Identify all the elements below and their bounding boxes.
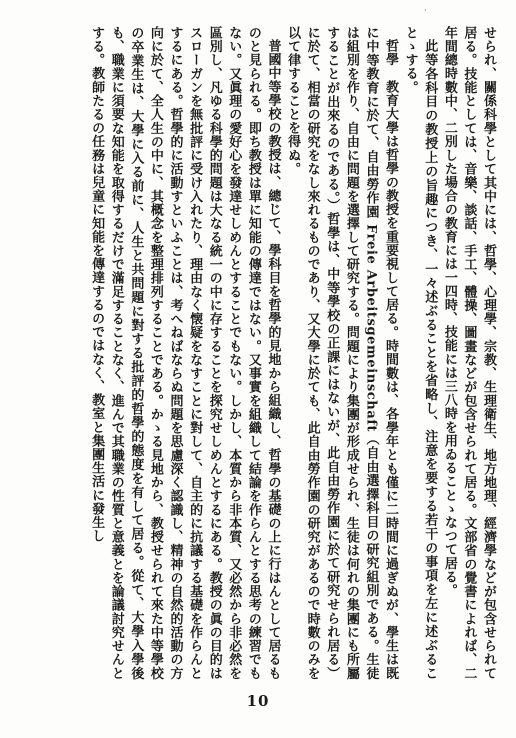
paragraph-1: せられ、關係科學として其中には、哲學、心理學、宗教、生理衛生、地方地理、經濟學などが包含せられて居る。技能としては、音樂、談話、手工、體操、圖畫などが包含せられて居る。文部省の覺書によれば、二年間總時數中、二別した場合の教育には一四時、技能には三八時を用ゐることゝなつて居る。 bbox=[441, 26, 496, 680]
paragraph-4: 普國中等學校の教授は、總じて、學科目を哲學的見地から組織し、哲學の基礎の上に行はんとして居るものと見られる。即ち教授は單に知能の傳達ではない。又事實を組織して結論を作らんとする思考の練習でもない。又眞理の愛好心を發達せしめんとすることでもない。しかし、本質から非本質、又必然から非必然を區別し、凡ゆる科學的問題は大なる統一の中に存することを探究せしめんとするにある。教授の眞の目的はスローガンを無批評に受け入れたり、理由なく懐疑をなすことに對して、自主的に抗議する基礎を作らんとするにある。哲學的に活動すといふことは、考へねばならぬ問題を思慮深く認識し、精神の自然的活動の方向に於て、全人生の中に、其概念を整理排列することである。かゝる見地から、教授せられて來た中等學校の卒業生は、大學に入る前に、人生と共問題に對する批評的哲學的態度を有して居る。從て、大學入學後も、職業に須要な知能を取得するだけで滿足することなく、進んで其職業の性質と意義とを論議討究せんとする。教師たるの任務は兒童に知能を傳達するのではなく、教室と集團生活に發生し bbox=[89, 26, 281, 680]
vertical-text-body bbox=[16, 26, 498, 680]
paragraph-3: 哲學 教育大學は哲學の教授を重要視して居る。時間數は、各學年とも僅に二時間に過ぎぬが、學生は既に中等教育に於て、自由勞作園 Freie Arbeitsgemeinschaft（自由選擇科目の研究組別である。生徒は組別を作り、自由に問題を選擇して研究する。問題により集團が形成せられ、生徒は何れの集團にも所屬することが出來るのである。）哲學は、中等學校の正課にはないが、此自由勞作園に於て研究せられ居る）に於て、相當の研究をなし來れるものであり、又大學に於ても、此自由勞作園の研究があるので時數のみを以て律することを得ぬ。 bbox=[285, 26, 399, 680]
paragraph-2: 此等各科目の教授上の旨趣につき、一々述ぶることを省略し、注意を要する若干の事項を左に述ぶることゝする。 bbox=[402, 26, 438, 680]
page-number: 10 bbox=[246, 692, 270, 710]
marginal-mark: · bbox=[424, 6, 427, 15]
